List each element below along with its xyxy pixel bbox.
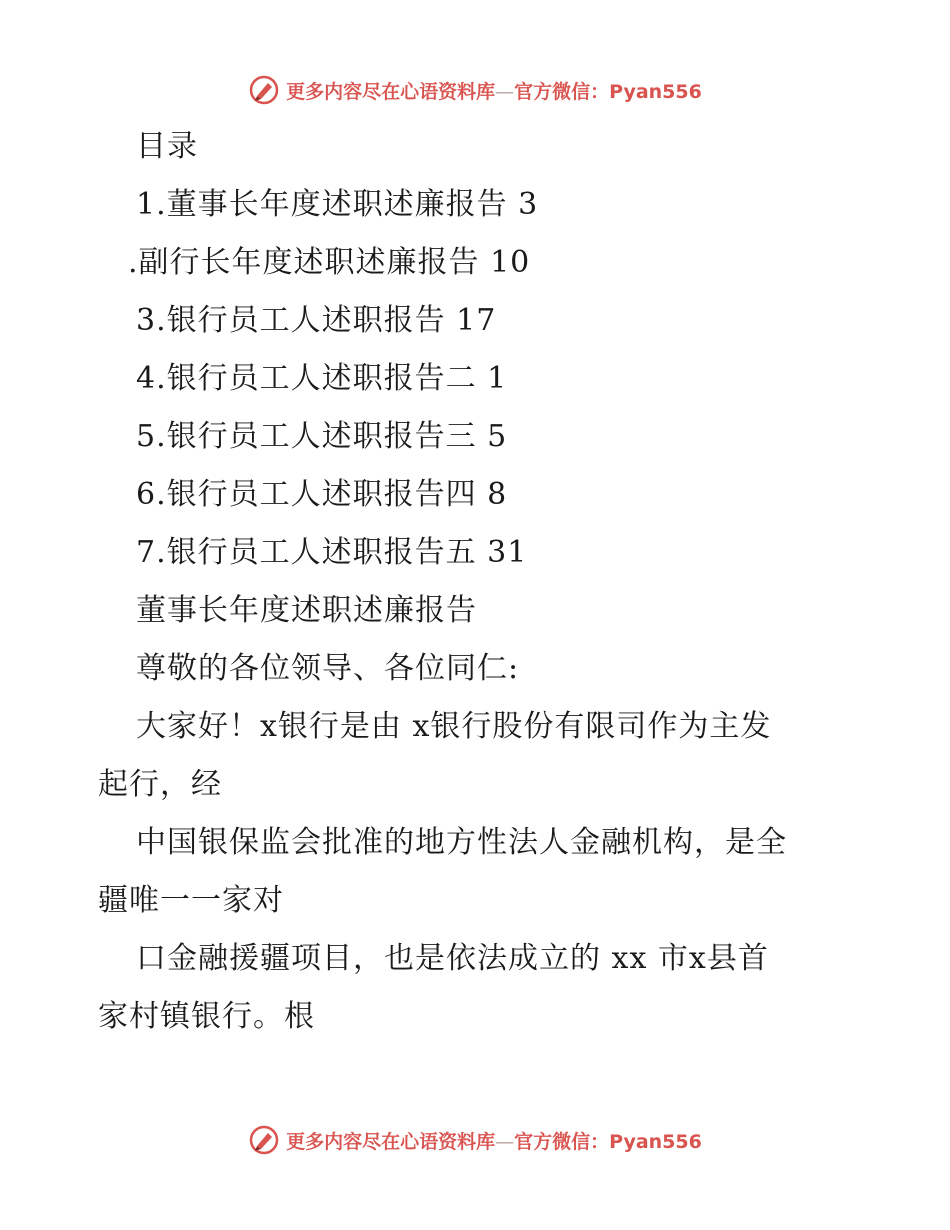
banner-dash: — <box>495 80 515 103</box>
paragraph-line: 起行，经 <box>98 767 222 802</box>
banner-wechat-label: 官方微信： <box>514 1130 610 1153</box>
banner-wechat-id: Pyan556 <box>609 1130 702 1153</box>
paragraph-line: 大家好！x银行是由 x银行股份有限司作为主发 <box>136 709 772 744</box>
document-body <box>98 118 858 1046</box>
footer-banner <box>0 1120 950 1160</box>
banner-wechat-id: Pyan556 <box>609 80 702 103</box>
banner-text <box>286 77 702 104</box>
header-banner <box>0 70 950 110</box>
section-heading: 董事长年度述职述廉报告 <box>136 593 477 628</box>
toc-item: 6.银行员工人述职报告四 8 <box>136 477 508 512</box>
toc-item: 3.银行员工人述职报告 17 <box>136 303 497 338</box>
banner-text <box>286 1127 702 1154</box>
toc-title: 目录 <box>136 129 198 164</box>
toc-item: 5.银行员工人述职报告三 5 <box>136 419 508 454</box>
toc-item: 7.银行员工人述职报告五 31 <box>136 535 528 570</box>
banner-dash: — <box>495 1130 515 1153</box>
salutation: 尊敬的各位领导、各位同仁: <box>136 651 520 686</box>
paragraph-line: 中国银保监会批准的地方性法人金融机构，是全 <box>136 825 787 860</box>
banner-wechat-label: 官方微信： <box>514 80 610 103</box>
pen-logo-icon <box>248 74 280 106</box>
banner-site-text: 更多内容尽在心语资料库 <box>286 80 496 103</box>
paragraph-line: 口金融援疆项目，也是依法成立的 xx 市x县首 <box>136 941 769 976</box>
banner-site-text: 更多内容尽在心语资料库 <box>286 1130 496 1153</box>
toc-item: 4.银行员工人述职报告二 1 <box>136 361 508 396</box>
toc-item: 1.董事长年度述职述廉报告 3 <box>136 187 539 222</box>
toc-item: .副行长年度述职述廉报告 10 <box>128 245 531 280</box>
paragraph-line: 疆唯一一家对 <box>98 883 284 918</box>
paragraph-line: 家村镇银行。根 <box>98 999 315 1034</box>
pen-logo-icon <box>248 1124 280 1156</box>
